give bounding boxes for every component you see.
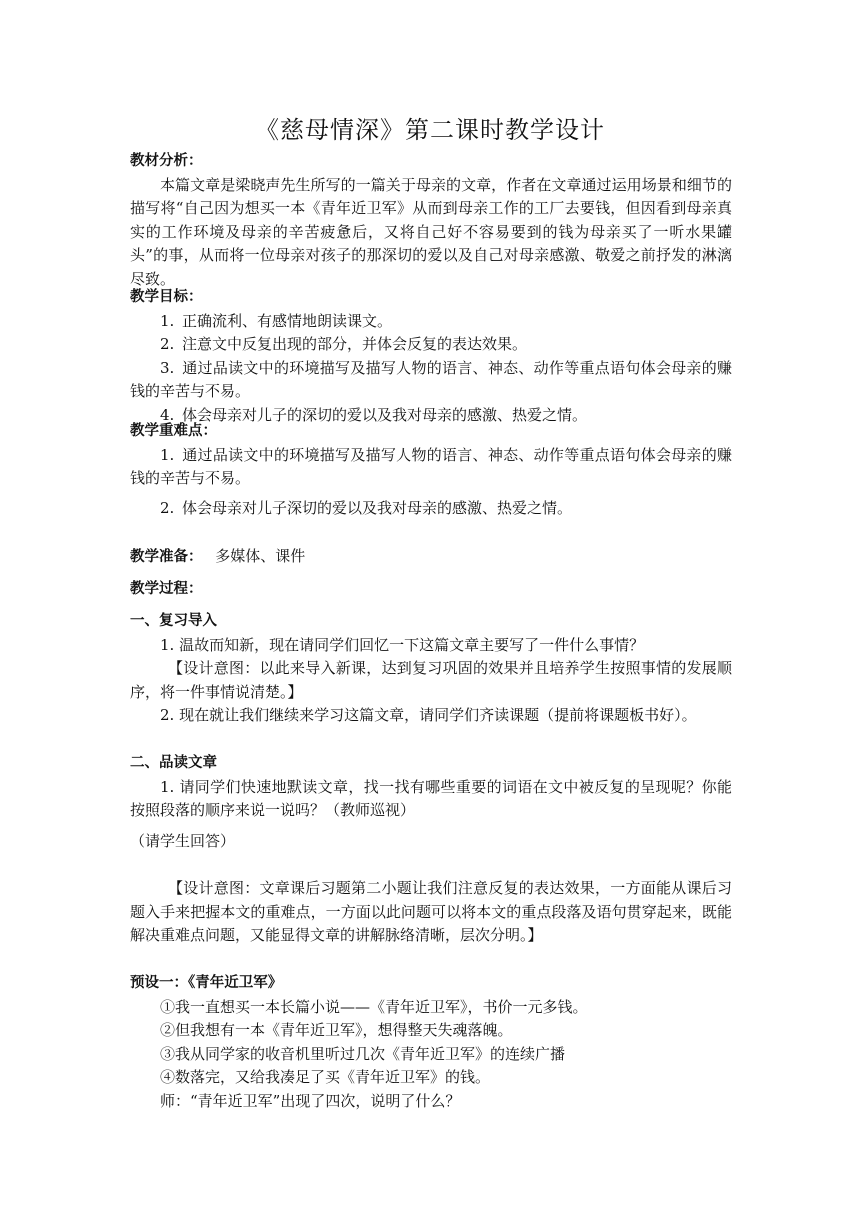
- process-heading: 教学过程：: [130, 581, 203, 597]
- section-review-heading: 一、复习导入: [130, 613, 217, 629]
- analysis-heading: 教材分析：: [130, 153, 203, 169]
- goal-number: 2.: [160, 335, 175, 354]
- goal-text: 正确流利、有感情地朗读课文。: [182, 311, 393, 330]
- keypoint-number: 1.: [160, 445, 175, 464]
- section-reading-heading: 二、品读文章: [130, 755, 217, 771]
- preset-line: ③我从同学家的收音机里听过几次《青年近卫军》的连续广播: [160, 1044, 566, 1063]
- goals-heading: 教学目标：: [130, 289, 203, 305]
- goal-text: 体会母亲对儿子的深切的爱以及我对母亲的感激、热爱之情。: [182, 405, 588, 424]
- prep-heading: 教学准备：: [130, 549, 203, 565]
- preset-line: ④数落完，又给我凑足了买《青年近卫军》的钱。: [160, 1068, 491, 1087]
- prep-section: [130, 545, 732, 570]
- reading-answer-text: （请学生回答）: [130, 832, 236, 850]
- reading-answer: [130, 830, 732, 854]
- process-section: [130, 578, 732, 602]
- preset-line: 师：“青年近卫军”出现了四次，说明了什么？: [160, 1091, 461, 1110]
- keypoint-number: 2.: [160, 499, 175, 517]
- preset-one-section: [130, 972, 732, 1114]
- section-review: [130, 610, 732, 728]
- review-design-intent: 【设计意图：以此来导入新课，达到复习巩固的效果并且培养学生按照事情的发展顺序，将一件事情说清楚。】: [130, 659, 732, 701]
- preset-line: ②但我想有一本《青年近卫军》，想得整天失魂落魄。: [160, 1021, 513, 1040]
- goal-item: [130, 310, 732, 334]
- goal-text: 注意文中反复出现的部分，并体会反复的表达效果。: [182, 335, 528, 354]
- keypoint-text: 通过品读文中的环境描写及描写人物的语言、神态、动作等重点语句体会母亲的赚钱的辛苦与不易。: [130, 445, 732, 488]
- prep-value: 多媒体、课件: [215, 547, 306, 565]
- reading-intent: [130, 877, 732, 948]
- section-reading: [130, 752, 732, 823]
- goal-number: 1.: [160, 311, 175, 330]
- keypoints-section: [130, 420, 732, 491]
- keypoint-text: 体会母亲对儿子深切的爱以及我对母亲的感激、热爱之情。: [182, 499, 573, 517]
- goal-text: 通过品读文中的环境描写及描写人物的语言、神态、动作等重点语句体会母亲的赚钱的辛苦与不易。: [130, 358, 732, 401]
- keypoint-item: [130, 444, 732, 491]
- goals-section: [130, 286, 732, 428]
- analysis-body: 本篇文章是梁晓声先生所写的一篇关于母亲的文章，作者在文章通过运用场景和细节的描写将“自己因为想买一本《青年近卫军》从而到母亲工作的工厂去要钱，但因看到母亲真实的工作环境及母亲的辛苦疲惫后，又将自己好不容易要到的钱为母亲买了一听水果罐头”的事，从而将一位母亲对孩子的那深切的爱以及自己对母亲感激、敬爱之前抒发的淋漓尽致。: [130, 175, 732, 288]
- analysis-section: [130, 150, 732, 292]
- review-question-1: 1. 温故而知新，现在请同学们回忆一下这篇文章主要写了一件什么事情？: [160, 635, 645, 654]
- reading-question-1: 1. 请同学们快速地默读文章，找一找有哪些重要的词语在文中被反复的呈现呢？你能按照段落的顺序来说一说吗？（教师巡视）: [130, 777, 732, 820]
- goal-item: [130, 357, 732, 404]
- keypoint-item-2: [130, 497, 732, 521]
- keypoints-heading: 教学重难点：: [130, 423, 217, 439]
- goal-item: [130, 333, 732, 357]
- goal-number: 3.: [160, 358, 175, 377]
- preset-line: ①我一直想买一本长篇小说——《青年近卫军》，书价一元多钱。: [160, 997, 588, 1016]
- reading-design-intent: 【设计意图：文章课后习题第二小题让我们注意反复的表达效果，一方面能从课后习题入手来把握本文的重难点，一方面以此问题可以将本文的重点段落及语句贯穿起来，既能解决重难点问题，又能显得文章的讲解脉络清晰，层次分明。】: [130, 879, 732, 945]
- goal-number: 4.: [160, 405, 175, 424]
- document-title: 《慈母情深》第二课时教学设计: [255, 116, 605, 144]
- review-question-2: 2. 现在就让我们继续来学习这篇文章，请同学们齐读课题（提前将课题板书好）。: [160, 706, 697, 725]
- preset-one-heading: 预设一：《青年近卫军》: [130, 975, 283, 991]
